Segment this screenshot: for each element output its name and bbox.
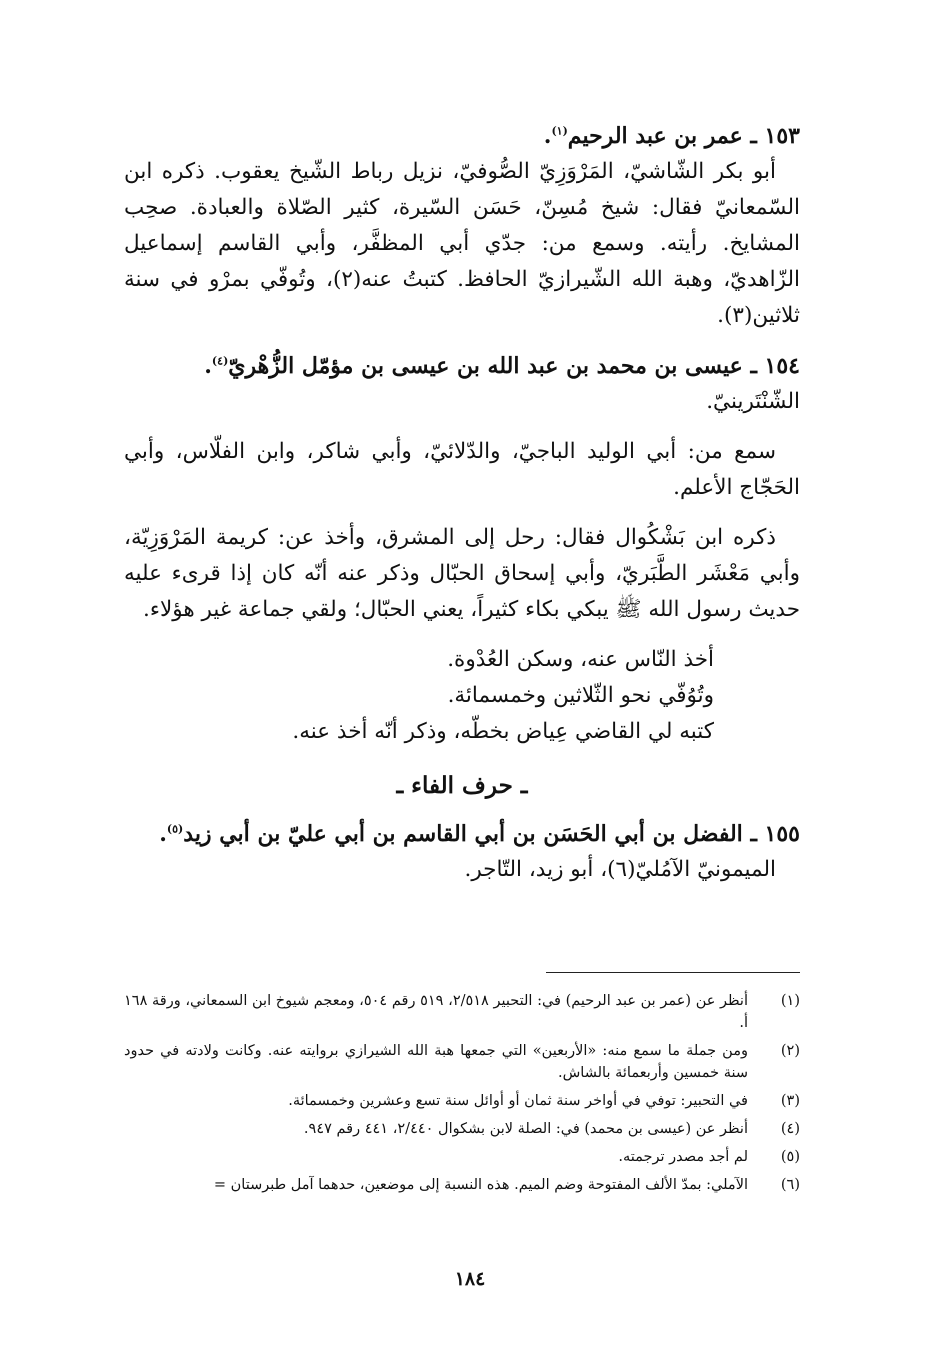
footnote-number: (٤)	[780, 1121, 800, 1137]
footnote-text: أنظر عن (عيسى بن محمد) في: الصلة لابن بشكوال ٢/٤٤٠، ٤٤١ رقم ٩٤٧.	[303, 1121, 748, 1137]
entry-155-paragraph: الميمونيّ الآمُليّ(٦)، أبو زيد، التّاجر.	[464, 857, 776, 882]
entry-154-line: كتبه لي القاضي عِياض بخطّه، وذكر أنّه أخذ عنه.	[292, 719, 714, 744]
entry-title-155: ١٥٥ ـ الفضل بن أبي الحَسَن بن أبي القاسم بن أبي عليّ بن أبي زيد$^{(٥)}$.	[159, 821, 800, 847]
footnote-number: (١)	[780, 993, 800, 1009]
footnotes	[124, 990, 800, 1202]
entry-154-paragraph: سمع من: أبي الوليد الباجيّ، والدّلائيّ، وأبي شاكر، وابن الفلّاس، وأبي الحَجّاج الأعلم.	[124, 439, 800, 500]
entry-title-154: ١٥٤ ـ عيسى بن محمد بن عبد الله بن عيسى بن مؤمّل الزُّهْريّ$^{(٤)}$.	[204, 353, 800, 379]
entry-154-line: وتُوُفّي نحو الثّلاثين وخمسمائة.	[447, 683, 714, 708]
footnote-number: (٦)	[780, 1177, 800, 1193]
footnote-text: ومن جملة ما سمع منه: «الأربعين» التي جمعها هبة الله الشيرازي بروايته عنه. وكانت ولادته في حدود سنة خمسين وأربعمائة بالشاش.	[124, 1043, 748, 1081]
footnote-separator	[546, 972, 800, 973]
entry-154-line: أخذ النّاس عنه، وسكن العُدْوة.	[447, 647, 714, 672]
footnote	[124, 1118, 800, 1140]
footnote-ref[interactable]: (٥)	[166, 822, 184, 836]
main-text	[124, 118, 800, 888]
footnote-number: (٣)	[780, 1093, 800, 1109]
section-heading: ـ حرف الفاء ـ	[396, 772, 528, 799]
footnote	[124, 1040, 800, 1084]
footnote-text: أنظر عن (عمر بن عبد الرحيم) في: التحبير ٢/٥١٨، ٥١٩ رقم ٥٠٤، ومعجم شيوخ ابن السمعاني، ورقة ١٦٨ أ.	[124, 993, 748, 1031]
footnote-ref[interactable]: (٤)	[211, 354, 229, 368]
footnote-text: الآملي: بمدّ الألف المفتوحة وضم الميم. هذه النسبة إلى موضعين، حدهما آمل طبرستان =	[213, 1177, 748, 1193]
page-number: ١٨٤	[454, 1268, 486, 1290]
entry-154-lines	[124, 642, 800, 750]
entry-153-paragraph: أبو بكر الشّاشيّ، المَرْوَزِيّ الصُّوفيّ، نزيل رباط الشّيخ يعقوب. ذكره ابن السّمعانيّ فقال: شيخ مُسِنّ، حَسَن السّيرة، كثير الصّلاة والعبادة. صحِب المشايخ. رأيته. وسمع من: جدّي أبي المظفَّر، وأبي القاسم إسماعيل الزّاهديّ، وهبة الله الشّيرازيّ الحافظ. كتبتُ عنه(٢)، وتُوفّي بمرْو في سنة ثلاثين(٣).	[124, 159, 800, 328]
footnote	[124, 990, 800, 1034]
entry-title-153: ١٥٣ ـ عمر بن عبد الرحيم$^{(١)}$.	[543, 123, 800, 149]
entry-154-paragraph: ذكره ابن بَشْكُوال فقال: رحل إلى المشرق، وأخذ عن: كريمة المَرْوَزِيّة، وأبي مَعْشَر الطَّبَريّ، وأبي إسحاق الحبّال وذكر عنه أنّه كان إذا قرىء عليه حديث رسول الله ﷺ يبكي بكاء كثيراً، يعني الحبّال؛ ولقي جماعة غير هؤلاء.	[124, 525, 800, 622]
footnote	[124, 1146, 800, 1168]
footnote	[124, 1090, 800, 1112]
footnote-ref[interactable]: (١)	[551, 124, 568, 138]
footnote	[124, 1174, 800, 1196]
footnote-number: (٢)	[780, 1043, 800, 1059]
footnote-text: في التحبير: توفي في أواخر سنة ثمان أو أوائل سنة تسع وعشرين وخمسمائة.	[288, 1093, 748, 1109]
footnote-text: لم أجد مصدر ترجمته.	[618, 1149, 748, 1165]
entry-154-nisba: الشّنْتَرينيّ.	[706, 389, 800, 414]
footnote-number: (٥)	[780, 1149, 800, 1165]
